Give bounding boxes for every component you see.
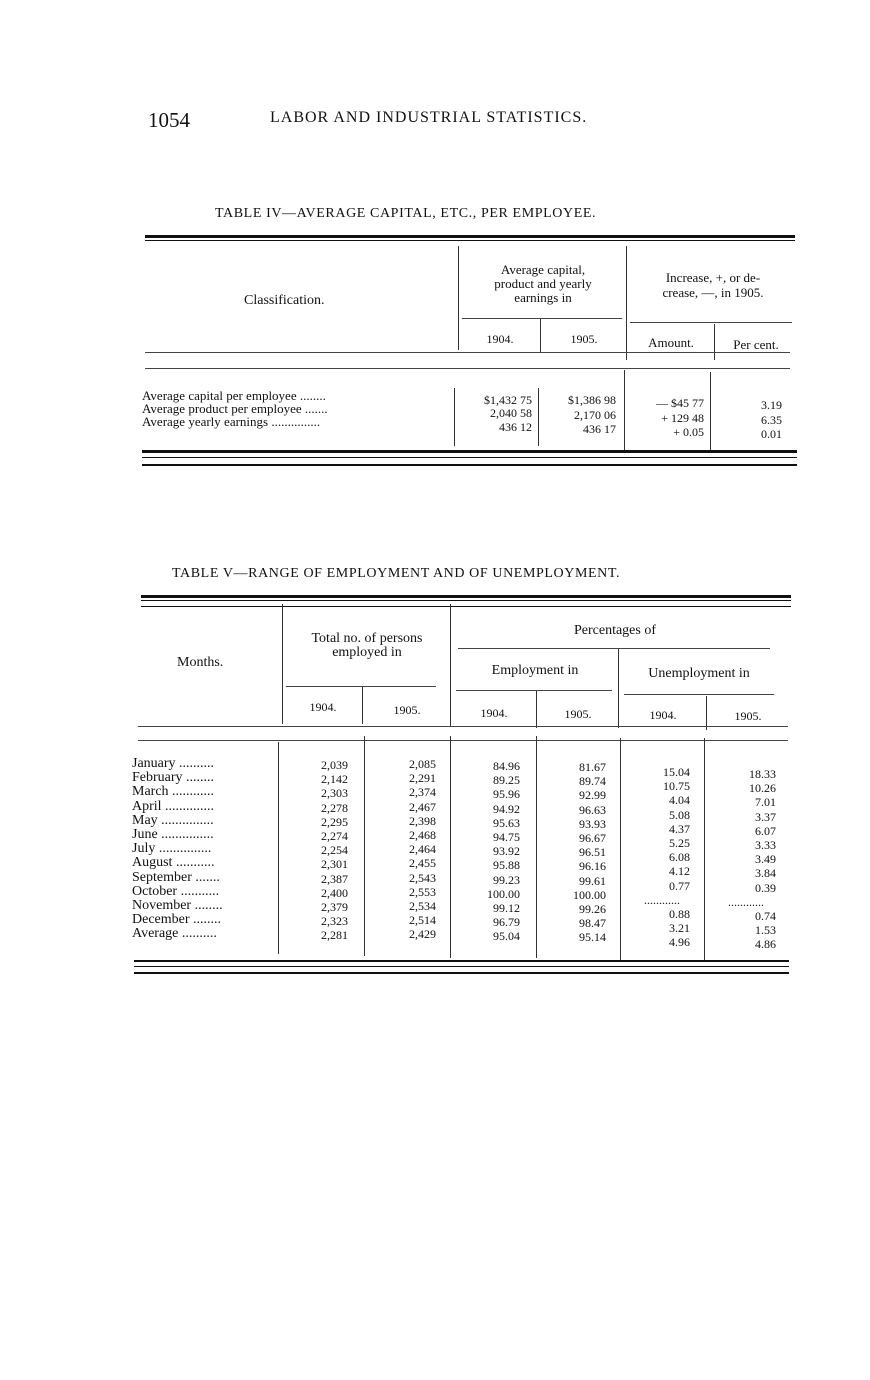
table5-row-month: February ........ <box>132 770 215 786</box>
table5-cell-employment-1904: 99.12 <box>493 901 520 915</box>
table4-col-group1-line2: product and yearly <box>494 276 592 291</box>
table5-cell-employment-1905: 89.74 <box>579 774 606 789</box>
table4-col-1904: 1904. <box>486 332 514 346</box>
table5-row-month: September ....... <box>132 869 220 885</box>
table5-col-employment-1904: 1904. <box>480 706 508 720</box>
table5-row-month: January .......... <box>132 756 215 771</box>
table5-col-unemployment: Unemployment in <box>648 666 750 681</box>
table4-row-label: Average yearly earnings ............... <box>142 414 321 429</box>
table5-cell-unemployment-1905: 10.26 <box>749 781 776 796</box>
table5-col-unemployment-1905: 1905. <box>734 709 762 723</box>
table5-col-unemployment-1904: 1904. <box>649 708 677 722</box>
table4-col-group1-line3: earnings in <box>514 290 572 305</box>
table5-cell-unemployment-1905: 18.33 <box>749 767 776 781</box>
table5-cell-total-1905: 2,553 <box>409 884 436 899</box>
table5-cell-total-1904: 2,295 <box>321 814 348 829</box>
table5-cell-unemployment-1904: 4.04 <box>669 793 690 808</box>
table4-col-group1-line1: Average capital, <box>500 262 586 277</box>
table5-cell-employment-1904: 94.75 <box>493 830 520 844</box>
table4-title: TABLE IV—AVERAGE CAPITAL, ETC., PER EMPLOYEE. <box>215 206 597 221</box>
table5-cell-employment-1905: 81.67 <box>579 760 606 774</box>
table5-cell-total-1904: 2,039 <box>321 758 348 772</box>
table5-cell-total-1904: 2,274 <box>321 829 348 843</box>
table5-cell-unemployment-1905: 3.37 <box>755 809 776 824</box>
table5-cell-total-1904: 2,142 <box>321 772 348 787</box>
table5-cell-unemployment-1904: 4.12 <box>669 864 690 879</box>
table5-cell-unemployment-1904: 4.96 <box>669 935 690 950</box>
table5-cell-employment-1905: 99.26 <box>579 902 606 916</box>
table4-col-1905: 1905. <box>570 332 598 346</box>
table4-cell-1904: 436 12 <box>499 420 532 434</box>
table5-cell-unemployment-1905: 3.84 <box>755 866 776 881</box>
table5-cell-total-1905: 2,455 <box>409 856 436 871</box>
table5-cell-unemployment-1904: ............ <box>644 892 680 907</box>
table5-cell-employment-1904: 94.92 <box>493 801 520 816</box>
table5-cell-unemployment-1904: 10.75 <box>663 779 690 794</box>
table5-cell-employment-1905: 99.61 <box>579 873 606 888</box>
table5-title: TABLE V—RANGE OF EMPLOYMENT AND OF UNEMPLOYMENT. <box>172 566 621 581</box>
table5-cell-unemployment-1904: 15.04 <box>663 765 690 779</box>
table5-cell-employment-1904: 89.25 <box>493 773 520 788</box>
table5-col-employment: Employment in <box>491 663 579 678</box>
table5-cell-total-1905: 2,467 <box>409 799 436 814</box>
table5-cell-employment-1905: 95.14 <box>579 930 606 945</box>
table5-cell-employment-1905: 100.00 <box>573 887 606 902</box>
table5-cell-employment-1905: 96.51 <box>579 845 606 860</box>
table5-cell-employment-1904: 84.96 <box>493 759 520 773</box>
table5-cell-total-1905: 2,514 <box>409 913 436 928</box>
table5-cell-unemployment-1904: 5.08 <box>669 807 690 822</box>
table4-col-amount: Amount. <box>648 335 694 350</box>
table5-cell-unemployment-1905: 1.53 <box>755 923 776 938</box>
table5-row-month: October ........... <box>132 883 220 899</box>
table5-cell-employment-1905: 93.93 <box>579 816 606 831</box>
table4-col-classification: Classification. <box>244 293 325 308</box>
table5-row-month: May ............... <box>132 812 214 828</box>
table4-col-group2-line2: crease, —, in 1905. <box>662 285 764 300</box>
table5-cell-total-1904: 2,303 <box>321 786 348 801</box>
table5-cell-total-1905: 2,291 <box>409 771 436 786</box>
table5-cell-unemployment-1905: 6.07 <box>755 823 776 838</box>
table5-cell-unemployment-1905: 3.33 <box>755 838 776 852</box>
table5-row-month: April .............. <box>132 798 215 814</box>
table4-cell-1905: $1,386 98 <box>568 393 616 407</box>
table5-cell-employment-1905: 96.63 <box>579 802 606 817</box>
table5-cell-total-1904: 2,301 <box>321 857 348 872</box>
table5-cell-total-1905: 2,543 <box>409 870 436 885</box>
table5-col-employment-1905: 1905. <box>564 707 592 721</box>
table5-row-month: July ............... <box>132 841 212 857</box>
table5-cell-total-1904: 2,281 <box>321 928 348 943</box>
table5-cell-unemployment-1905: ............ <box>728 894 764 909</box>
table5-cell-employment-1905: 92.99 <box>579 788 606 803</box>
table5-cell-employment-1904: 99.23 <box>493 872 520 887</box>
table5-cell-employment-1904: 96.79 <box>493 915 520 930</box>
table5-cell-total-1905: 2,374 <box>409 785 436 800</box>
table5-cell-employment-1904: 93.92 <box>493 844 520 859</box>
table5-row-month: June ............... <box>132 827 214 842</box>
table5-row-month: August ........... <box>132 855 215 871</box>
table5-col-months: Months. <box>177 655 224 670</box>
table4-cell-amount: + 0.05 <box>673 425 704 439</box>
table5-row-month: March ............ <box>132 784 215 800</box>
table5-cell-employment-1904: 95.63 <box>493 815 520 830</box>
table5-cell-total-1905: 2,429 <box>409 927 436 942</box>
table5-cell-total-1905: 2,534 <box>409 899 436 913</box>
table4-cell-percent: 3.19 <box>761 398 782 412</box>
table5-cell-unemployment-1905: 0.39 <box>755 880 776 895</box>
table5-row-month: Average .......... <box>132 926 217 942</box>
running-title: LABOR AND INDUSTRIAL STATISTICS. <box>270 109 588 126</box>
table4-cell-1904: 2,040 58 <box>490 406 532 420</box>
table5-cell-total-1904: 2,387 <box>321 871 348 886</box>
table5-cell-unemployment-1905: 3.49 <box>755 852 776 867</box>
table5-cell-total-1904: 2,379 <box>321 900 348 914</box>
table5-row-month: December ........ <box>132 912 222 928</box>
table5-cell-unemployment-1904: 0.77 <box>669 878 690 893</box>
table5-cell-employment-1905: 96.16 <box>579 859 606 874</box>
table4-cell-1905: 436 17 <box>583 422 616 436</box>
table4-cell-amount: — $45 77 <box>656 396 704 410</box>
table5-cell-unemployment-1904: 3.21 <box>669 921 690 936</box>
table5-cell-unemployment-1905: 0.74 <box>755 909 776 923</box>
table5-cell-employment-1904: 95.96 <box>493 787 520 802</box>
table5-cell-employment-1905: 96.67 <box>579 831 606 845</box>
table5-cell-total-1905: 2,468 <box>409 828 436 842</box>
table5-cell-total-1904: 2,323 <box>321 914 348 929</box>
table5-cell-unemployment-1904: 5.25 <box>669 836 690 850</box>
table5-cell-unemployment-1904: 6.08 <box>669 850 690 865</box>
table5-cell-unemployment-1904: 4.37 <box>669 821 690 836</box>
table5-row-month: November ........ <box>132 898 223 913</box>
table4-row-label: Average capital per employee ........ <box>142 388 326 403</box>
table5-cell-unemployment-1904: 0.88 <box>669 907 690 921</box>
table5-cell-employment-1904: 95.04 <box>493 929 520 944</box>
table5-cell-total-1904: 2,278 <box>321 800 348 815</box>
table5-cell-employment-1904: 100.00 <box>487 886 520 901</box>
table5-cell-total-1905: 2,398 <box>409 813 436 828</box>
table5-col-total-line2: employed in <box>332 645 402 660</box>
table4-col-percent: Per cent. <box>733 337 779 352</box>
table5-cell-unemployment-1905: 4.86 <box>755 937 776 952</box>
table4-col-group2-line1: Increase, +, or de- <box>665 270 761 285</box>
table5-col-total-1904: 1904. <box>309 700 337 714</box>
table5-col-percentages: Percentages of <box>573 623 657 638</box>
table5-cell-total-1904: 2,400 <box>321 885 348 900</box>
table4-cell-percent: 6.35 <box>761 413 782 427</box>
table4-cell-amount: + 129 48 <box>661 411 704 425</box>
table5-col-total-line1: Total no. of persons <box>311 631 423 646</box>
table4-cell-1905: 2,170 06 <box>574 408 616 422</box>
table5-cell-total-1905: 2,464 <box>409 842 436 857</box>
table5-cell-total-1904: 2,254 <box>321 843 348 858</box>
table5-col-total-1905: 1905. <box>393 703 421 717</box>
table5-cell-employment-1904: 95.88 <box>493 858 520 873</box>
table5-cell-total-1905: 2,085 <box>409 757 436 771</box>
table4-cell-percent: 0.01 <box>761 427 782 441</box>
table4-cell-1904: $1,432 75 <box>484 393 532 407</box>
page-number: 1054 <box>148 108 190 132</box>
table4-row-label: Average product per employee ....... <box>142 401 328 416</box>
table5-cell-employment-1905: 98.47 <box>579 916 606 931</box>
table5-cell-unemployment-1905: 7.01 <box>755 795 776 810</box>
